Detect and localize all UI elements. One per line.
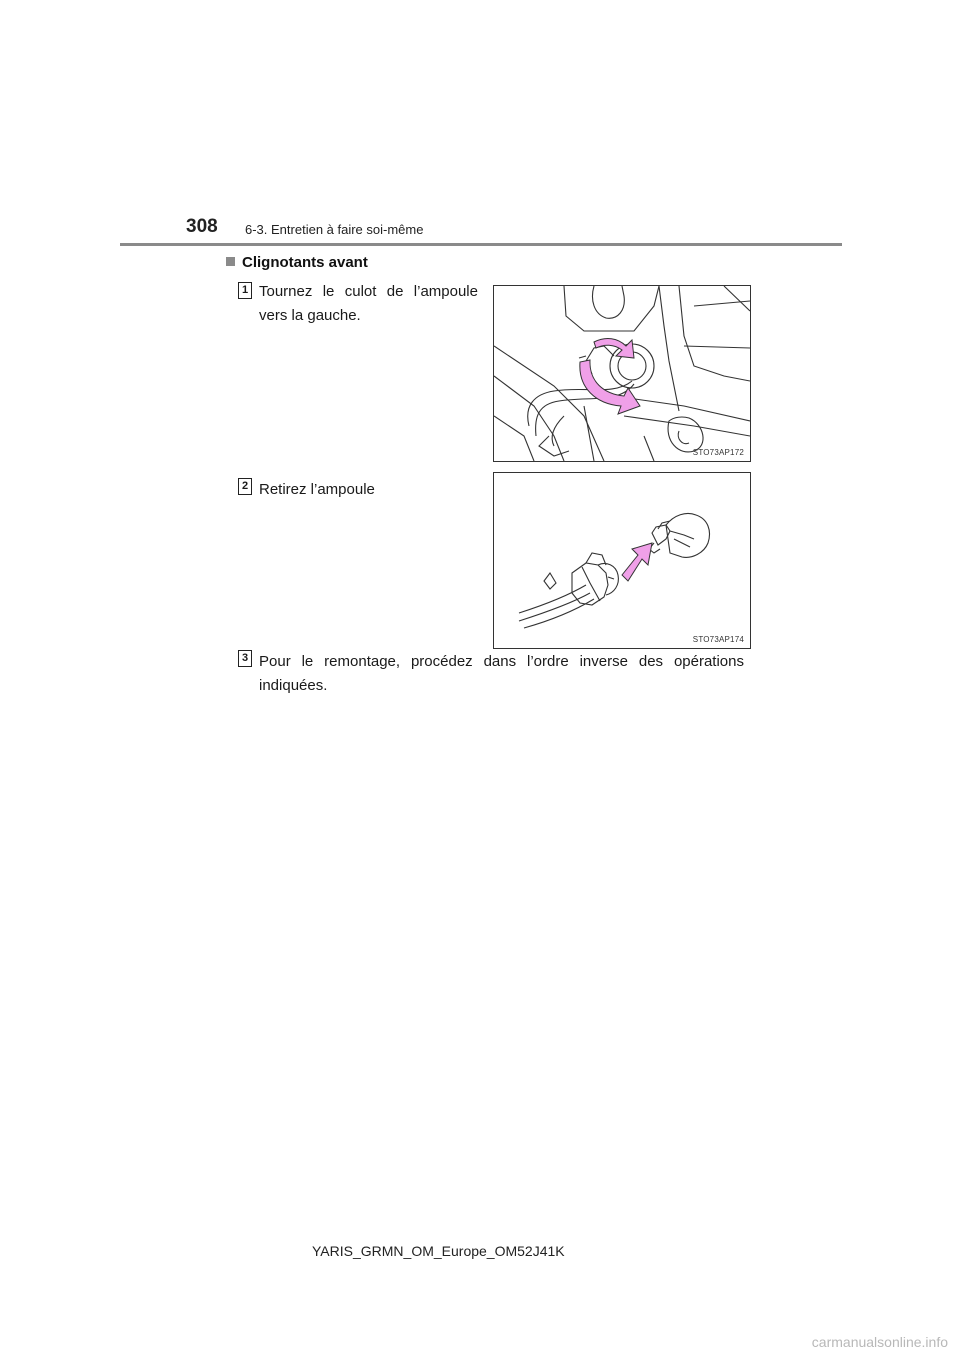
header-rule (120, 243, 842, 246)
step-3-text: Pour le remontage, procédez dans l’ordre inverse des opérations indiquées. (259, 653, 744, 694)
step-3-badge: 3 (238, 650, 252, 667)
step-1-badge: 1 (238, 282, 252, 299)
rotate-arrow-top-icon (594, 339, 634, 358)
turn-socket-illustration (494, 286, 750, 461)
figure-turn-bulb-socket (493, 285, 751, 462)
step-1-text: Tournez le culot de l’ampoule vers la gauche. (259, 283, 478, 324)
footer-document-id: YARIS_GRMN_OM_Europe_OM52J41K (312, 1243, 565, 1259)
square-bullet-icon (226, 257, 235, 266)
figure-remove-bulb (493, 472, 751, 649)
figure-code: STO73AP174 (692, 635, 744, 644)
step-2-text: Retirez l’ampoule (259, 481, 375, 498)
section-label: 6-3. Entretien à faire soi-même (245, 222, 424, 237)
pull-arrow-icon (622, 543, 652, 581)
figure-code: STO73AP172 (692, 448, 744, 457)
page-number: 308 (186, 216, 218, 237)
watermark: carmanualsonline.info (811, 1334, 948, 1350)
section-title-text: Clignotants avant (242, 254, 368, 271)
step-2-badge: 2 (238, 478, 252, 495)
section-title (226, 254, 368, 271)
remove-bulb-illustration (494, 473, 750, 648)
